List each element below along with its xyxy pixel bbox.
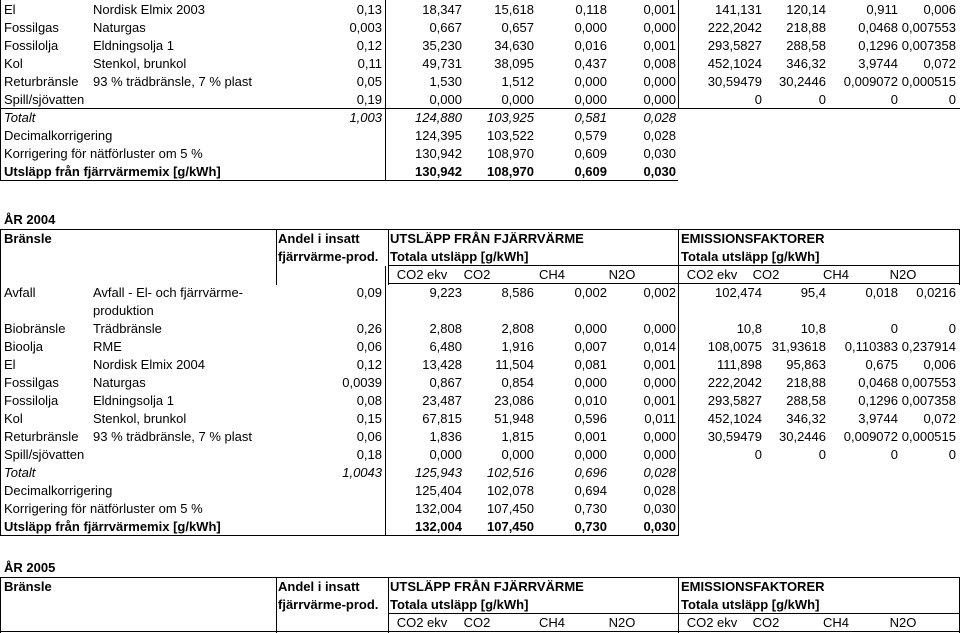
value-cell: 30,59479 [707, 74, 762, 89]
fuel-type: Naturgas [93, 375, 146, 390]
fuel-type: Trädbränsle [93, 321, 162, 336]
gas-column-header: CH4 [538, 267, 565, 282]
value-cell: 0,0039 [342, 375, 382, 390]
value-cell: 0,000 [643, 447, 676, 462]
fuel-category: Returbränsle [4, 74, 79, 89]
table-row [0, 91, 960, 109]
value-cell: 452,1024 [707, 411, 762, 426]
value-cell: 0,0468 [858, 20, 898, 35]
table-row [0, 55, 960, 73]
gas-column-header: CO2 ekv [686, 615, 738, 630]
fuel-category: El [4, 2, 16, 17]
value-cell: 1,836 [429, 429, 462, 444]
fuel-type: RME [93, 339, 122, 354]
value-cell: 0,667 [429, 20, 462, 35]
summary-row [0, 518, 960, 536]
value-cell: 0,0216 [916, 285, 956, 300]
grid-line [276, 229, 277, 285]
header-utslapp: UTSLÄPP FRÅN FJÄRRVÄRME [390, 231, 584, 246]
gas-column-header: N2O [889, 615, 917, 630]
value-cell: 108,970 [487, 164, 534, 179]
value-cell: 0,581 [574, 110, 607, 125]
summary-label: Korrigering för nätförluster om 5 % [4, 501, 203, 516]
value-cell: 0,008 [643, 56, 676, 71]
fuel-category: Avfall [4, 285, 36, 300]
value-cell: 6,480 [429, 339, 462, 354]
value-cell: 0,11 [357, 56, 382, 71]
fuel-type: Eldningsolja 1 [93, 38, 174, 53]
value-cell: 0,000 [643, 429, 676, 444]
header-row [0, 614, 960, 632]
value-cell: 0,730 [574, 519, 607, 534]
value-cell: 111,898 [716, 357, 762, 372]
value-cell: 103,522 [487, 128, 534, 143]
fuel-category: Fossilolja [4, 38, 59, 53]
gas-column-header: CO2 ekv [686, 267, 738, 282]
fuel-category: El [4, 357, 16, 372]
value-cell: 0,609 [574, 164, 607, 179]
value-cell: 0,09 [356, 285, 382, 300]
fuel-category: Fossilgas [4, 375, 59, 390]
value-cell: 0,003 [349, 20, 382, 35]
gas-column-header: CH4 [538, 615, 565, 630]
grid-line [0, 266, 1, 536]
value-cell: 0,007 [574, 339, 607, 354]
table-row [0, 410, 960, 428]
value-cell: 0,06 [356, 339, 382, 354]
value-cell: 102,474 [715, 285, 762, 300]
table-row [0, 320, 960, 338]
header-emission: EMISSIONSFAKTORER [681, 231, 825, 246]
header-row [0, 596, 960, 614]
fuel-category: Kol [4, 56, 23, 71]
summary-label: Decimalkorrigering [4, 483, 113, 498]
fuel-type: Stenkol, brunkol [93, 56, 187, 71]
value-cell: 23,086 [494, 393, 534, 408]
value-cell: 0 [948, 92, 956, 107]
value-cell: 30,59479 [707, 429, 762, 444]
value-cell: 125,404 [415, 483, 462, 498]
value-cell: 0,030 [643, 164, 676, 179]
value-cell: 0,000 [501, 92, 534, 107]
value-cell: 102,078 [487, 483, 534, 498]
header-row [0, 248, 960, 266]
value-cell: 0,118 [575, 2, 607, 17]
value-cell: 124,395 [415, 128, 462, 143]
fuel-category: Bioolja [4, 339, 44, 354]
header-row [0, 266, 960, 284]
summary-row [0, 500, 960, 518]
value-cell: 0,000 [429, 92, 462, 107]
table-row [0, 1, 960, 19]
value-cell: 0,018 [865, 285, 898, 300]
grid-line [388, 265, 960, 266]
header-emission: EMISSIONSFAKTORER [681, 579, 825, 594]
header-emission-sub: Totala utsläpp [g/kWh] [681, 597, 820, 612]
value-cell: 0,001 [643, 357, 676, 372]
value-cell: 0,016 [574, 38, 607, 53]
value-cell: 0 [890, 447, 898, 462]
value-cell: 0,001 [643, 38, 676, 53]
fuel-type: 93 % trädbränsle, 7 % plast [93, 429, 252, 444]
fuel-type: Nordisk Elmix 2004 [93, 357, 205, 372]
value-cell: 0,072 [923, 411, 956, 426]
value-cell: 293,5827 [707, 393, 762, 408]
gas-column-header: N2O [889, 267, 917, 282]
header-andel: Andel i insatt [278, 231, 360, 246]
value-cell: 0,911 [866, 2, 898, 17]
value-cell: 2,808 [429, 321, 462, 336]
value-cell: 107,450 [487, 519, 534, 534]
table-row [0, 37, 960, 55]
value-cell: 1,003 [349, 110, 382, 125]
value-cell: 0,000 [643, 20, 676, 35]
header-utslapp: UTSLÄPP FRÅN FJÄRRVÄRME [390, 579, 584, 594]
value-cell: 0,030 [643, 146, 676, 161]
fuel-category: Fossilgas [4, 20, 59, 35]
value-cell: 0,12 [356, 38, 382, 53]
value-cell: 108,970 [487, 146, 534, 161]
fuel-category: Spill/sjövatten [4, 447, 85, 462]
value-cell: 1,0043 [342, 465, 382, 480]
value-cell: 0,18 [356, 447, 382, 462]
value-cell: 0,854 [501, 375, 534, 390]
value-cell: 1,530 [429, 74, 462, 89]
value-cell: 346,32 [786, 56, 826, 71]
value-cell: 0,009072 [843, 429, 898, 444]
value-cell: 0,000 [574, 74, 607, 89]
header-emission-sub: Totala utsläpp [g/kWh] [681, 249, 820, 264]
grid-line [388, 613, 960, 614]
value-cell: 30,2446 [779, 74, 826, 89]
header-andel: fjärrvärme-prod. [278, 249, 379, 264]
value-cell: 0,657 [501, 20, 534, 35]
gas-column-header: CO2 [463, 615, 491, 630]
table-row [0, 284, 960, 302]
value-cell: 288,58 [786, 38, 826, 53]
grid-line [0, 535, 678, 536]
value-cell: 10,8 [736, 321, 762, 336]
value-cell: 0 [818, 447, 826, 462]
value-cell: 30,2446 [779, 429, 826, 444]
value-cell: 452,1024 [707, 56, 762, 71]
value-cell: 346,32 [786, 411, 826, 426]
value-cell: 49,731 [422, 56, 462, 71]
value-cell: 124,880 [415, 110, 462, 125]
value-cell: 0,609 [574, 146, 607, 161]
value-cell: 0,12 [356, 357, 382, 372]
grid-line [385, 0, 386, 181]
value-cell: 0,009072 [843, 74, 898, 89]
summary-row [0, 482, 960, 500]
value-cell: 31,93618 [771, 339, 826, 354]
header-bransle: Bränsle [4, 231, 52, 246]
value-cell: 0,694 [574, 483, 607, 498]
fuel-category: Returbränsle [4, 429, 79, 444]
value-cell: 0,579 [574, 128, 607, 143]
value-cell: 120,14 [786, 2, 826, 17]
summary-label: Utsläpp från fjärrvärmemix [g/kWh] [4, 164, 221, 179]
grid-line [0, 0, 1, 181]
value-cell: 103,925 [487, 110, 534, 125]
fuel-type: Avfall - El- och fjärrvärme- [93, 285, 244, 300]
value-cell: 0,675 [865, 357, 898, 372]
value-cell: 0,696 [574, 465, 607, 480]
value-cell: 293,5827 [707, 38, 762, 53]
value-cell: 125,943 [415, 465, 462, 480]
value-cell: 0,006 [923, 2, 956, 17]
grid-line [0, 577, 960, 578]
value-cell: 0,000 [643, 92, 676, 107]
value-cell: 0,867 [429, 375, 462, 390]
gas-column-header: N2O [608, 267, 636, 282]
value-cell: 1,815 [501, 429, 534, 444]
value-cell: 38,095 [494, 56, 534, 71]
value-cell: 0,000 [501, 447, 534, 462]
gas-column-header: CO2 [752, 615, 780, 630]
year-title: ÅR 2005 [4, 560, 56, 575]
value-cell: 0,110383 [844, 339, 898, 354]
table-row [0, 446, 960, 464]
summary-label: Totalt [4, 110, 36, 125]
value-cell: 222,2042 [707, 20, 762, 35]
fuel-type: Nordisk Elmix 2003 [93, 2, 205, 17]
value-cell: 51,948 [494, 411, 534, 426]
summary-label: Totalt [4, 465, 36, 480]
header-row [0, 578, 960, 596]
fuel-type: Naturgas [93, 20, 146, 35]
table-row [0, 392, 960, 410]
header-andel: fjärrvärme-prod. [278, 597, 379, 612]
value-cell: 0 [948, 321, 956, 336]
value-cell: 0,007553 [901, 20, 956, 35]
table-row-cont [0, 302, 960, 320]
value-cell: 0,007553 [901, 375, 956, 390]
value-cell: 35,230 [422, 38, 462, 53]
value-cell: 0,730 [574, 501, 607, 516]
value-cell: 0,028 [643, 128, 676, 143]
value-cell: 0,596 [574, 411, 607, 426]
summary-label: Utsläpp från fjärrvärmemix [g/kWh] [4, 519, 221, 534]
table-row [0, 428, 960, 446]
value-cell: 0,000 [574, 321, 607, 336]
value-cell: 0,001 [643, 393, 676, 408]
value-cell: 107,450 [487, 501, 534, 516]
value-cell: 0,437 [574, 56, 607, 71]
value-cell: 1,512 [501, 74, 534, 89]
value-cell: 0,000515 [901, 429, 956, 444]
value-cell: 0,081 [574, 357, 607, 372]
value-cell: 0,000 [574, 92, 607, 107]
fuel-type [93, 446, 293, 464]
value-cell: 9,223 [429, 285, 462, 300]
value-cell: 0,06 [356, 429, 382, 444]
gas-column-header: CO2 ekv [396, 615, 448, 630]
value-cell: 0,000 [574, 375, 607, 390]
value-cell: 15,618 [494, 2, 534, 17]
fuel-type: Stenkol, brunkol [93, 411, 187, 426]
fuel-type: produktion [93, 303, 154, 318]
grid-line [0, 108, 960, 109]
summary-row [0, 145, 960, 163]
value-cell: 0 [948, 447, 956, 462]
value-cell: 108,0075 [707, 339, 762, 354]
fuel-category: Biobränsle [4, 321, 66, 336]
table-row [0, 19, 960, 37]
value-cell: 132,004 [415, 501, 462, 516]
value-cell: 11,504 [495, 357, 534, 372]
value-cell: 13,428 [422, 357, 462, 372]
gas-column-header: CO2 [463, 267, 491, 282]
value-cell: 0,1296 [858, 38, 898, 53]
value-cell: 67,815 [422, 411, 462, 426]
value-cell: 130,942 [415, 164, 462, 179]
grid-line [0, 229, 960, 230]
value-cell: 218,88 [786, 375, 826, 390]
value-cell: 0 [890, 321, 898, 336]
value-cell: 130,942 [415, 146, 462, 161]
value-cell: 0 [754, 447, 762, 462]
value-cell: 0,000 [643, 375, 676, 390]
summary-row [0, 163, 960, 181]
gas-column-header: CH4 [822, 615, 849, 630]
value-cell: 2,808 [501, 321, 534, 336]
value-cell: 0 [818, 92, 826, 107]
value-cell: 0,030 [643, 501, 676, 516]
value-cell: 0 [754, 92, 762, 107]
gas-column-header: CH4 [822, 267, 849, 282]
value-cell: 0,0468 [858, 375, 898, 390]
value-cell: 1,916 [501, 339, 534, 354]
value-cell: 132,004 [415, 519, 462, 534]
value-cell: 288,58 [786, 393, 826, 408]
grid-line [388, 229, 389, 285]
value-cell: 102,516 [487, 465, 534, 480]
summary-label: Decimalkorrigering [4, 128, 113, 143]
value-cell: 34,630 [494, 38, 534, 53]
value-cell: 0,000 [429, 447, 462, 462]
fuel-type: Eldningsolja 1 [93, 393, 174, 408]
table-row [0, 374, 960, 392]
value-cell: 95,4 [800, 285, 826, 300]
grid-line [678, 266, 679, 536]
value-cell: 0,001 [643, 2, 676, 17]
grid-line [0, 577, 1, 633]
value-cell: 0,030 [643, 519, 676, 534]
grid-line [678, 577, 679, 633]
header-utslapp-sub: Totala utsläpp [g/kWh] [390, 249, 529, 264]
value-cell: 218,88 [786, 20, 826, 35]
value-cell: 0,000 [574, 20, 607, 35]
header-bransle: Bränsle [4, 579, 52, 594]
header-row [0, 230, 960, 248]
value-cell: 0,001 [574, 429, 607, 444]
value-cell: 222,2042 [707, 375, 762, 390]
value-cell: 3,9744 [858, 411, 898, 426]
value-cell: 8,586 [501, 285, 534, 300]
header-utslapp-sub: Totala utsläpp [g/kWh] [390, 597, 529, 612]
value-cell: 0,26 [356, 321, 382, 336]
summary-row [0, 109, 960, 127]
value-cell: 0 [890, 92, 898, 107]
header-andel: Andel i insatt [278, 579, 360, 594]
value-cell: 0,19 [356, 92, 382, 107]
value-cell: 0,007358 [901, 38, 956, 53]
gas-column-header: CO2 [752, 267, 780, 282]
value-cell: 0,000 [643, 321, 676, 336]
fuel-type [93, 91, 293, 109]
value-cell: 3,9744 [858, 56, 898, 71]
grid-line [678, 0, 679, 108]
value-cell: 95,863 [786, 357, 826, 372]
value-cell: 0,011 [644, 411, 676, 426]
fuel-category: Spill/sjövatten [4, 92, 85, 107]
value-cell: 0,15 [356, 411, 382, 426]
grid-line [0, 180, 678, 181]
summary-label: Korrigering för nätförluster om 5 % [4, 146, 203, 161]
value-cell: 18,347 [422, 2, 462, 17]
value-cell: 0,028 [643, 465, 676, 480]
value-cell: 0,000 [643, 74, 676, 89]
grid-line [276, 577, 277, 633]
value-cell: 0,028 [643, 483, 676, 498]
value-cell: 0,13 [356, 2, 382, 17]
summary-row [0, 464, 960, 482]
value-cell: 0,002 [643, 285, 676, 300]
value-cell: 0,014 [643, 339, 676, 354]
gas-column-header: CO2 ekv [396, 267, 448, 282]
value-cell: 0,08 [356, 393, 382, 408]
fuel-category: Kol [4, 411, 23, 426]
value-cell: 0,05 [356, 74, 382, 89]
value-cell: 0,000515 [901, 74, 956, 89]
fuel-category: Fossilolja [4, 393, 59, 408]
value-cell: 0,028 [643, 110, 676, 125]
value-cell: 0,237914 [901, 339, 956, 354]
summary-row [0, 127, 960, 145]
value-cell: 23,487 [422, 393, 462, 408]
grid-line [388, 577, 389, 633]
fuel-type: 93 % trädbränsle, 7 % plast [93, 74, 252, 89]
table-row [0, 356, 960, 374]
value-cell: 141,131 [715, 2, 762, 17]
value-cell: 0,000 [574, 447, 607, 462]
grid-line [385, 266, 386, 536]
value-cell: 0,007358 [901, 393, 956, 408]
gas-column-header: N2O [608, 615, 636, 630]
value-cell: 0,072 [923, 56, 956, 71]
value-cell: 0,010 [574, 393, 607, 408]
table-row [0, 73, 960, 91]
value-cell: 10,8 [800, 321, 826, 336]
table-row [0, 338, 960, 356]
value-cell: 0,002 [574, 285, 607, 300]
value-cell: 0,006 [923, 357, 956, 372]
year-title: ÅR 2004 [4, 212, 56, 227]
value-cell: 0,1296 [858, 393, 898, 408]
